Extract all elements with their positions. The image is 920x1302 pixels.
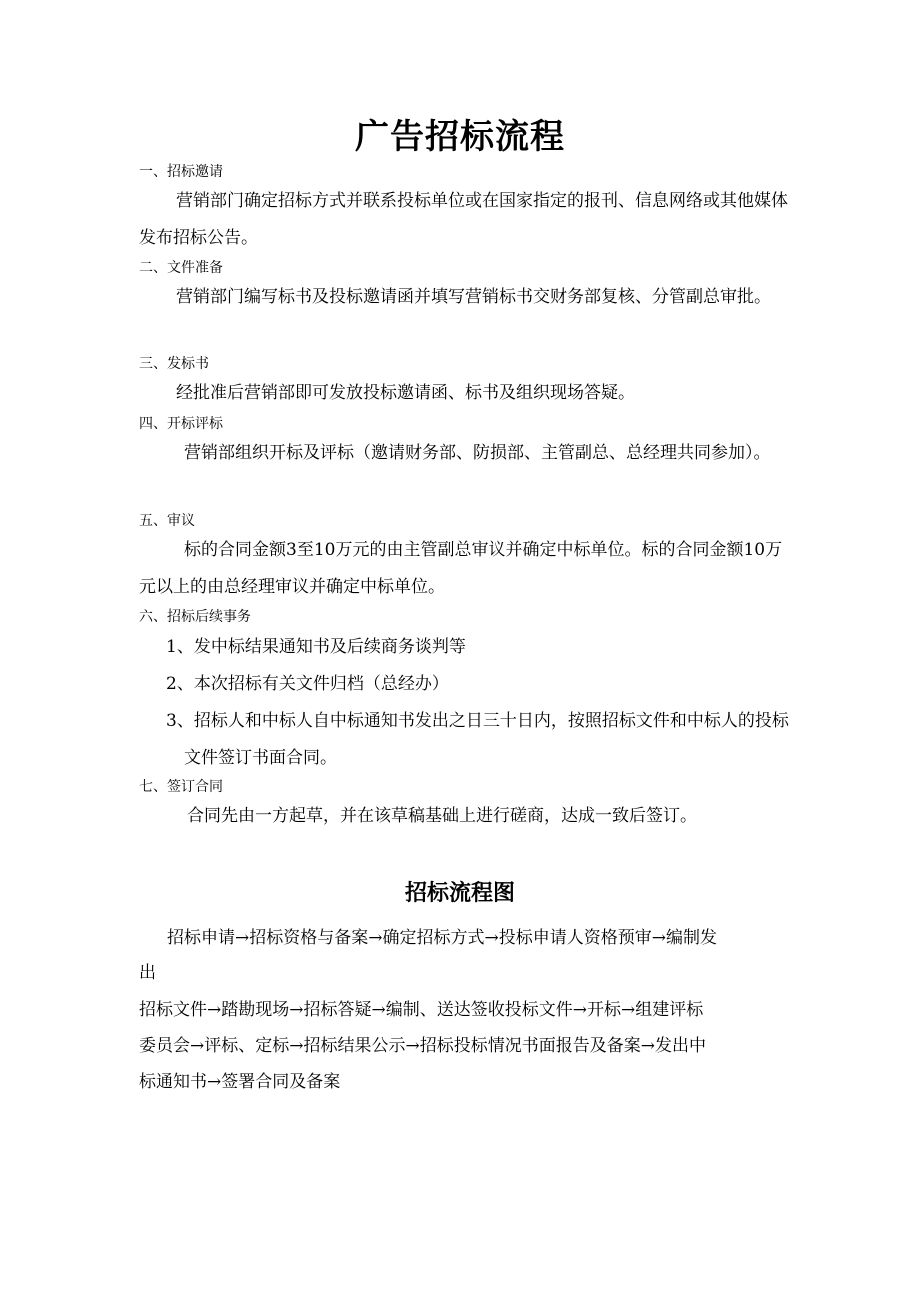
flow-title: 招标流程图	[404, 880, 515, 906]
section-body-4: 营销部组织开标及评标（邀请财务部、防损部、主管副总、总经理共同参加）。	[184, 443, 771, 463]
section-body-7: 合同先由一方起草，并在该草稿基础上进行磋商，达成一致后签订。	[187, 806, 697, 826]
document-title: 广告招标流程	[355, 117, 565, 157]
flow-line-3: 招标文件→踏勘现场→招标答疑→编制、送达签收投标文件→开标→组建评标	[139, 1000, 704, 1020]
section-heading-2: 二、文件准备	[139, 260, 223, 276]
section-heading-1: 一、招标邀请	[139, 164, 223, 180]
section-body-1: 营销部门确定招标方式并联系投标单位或在国家指定的报刊、信息网络或其他媒体发布招标公告。	[139, 191, 788, 248]
section-heading-5: 五、审议	[139, 513, 195, 529]
list-item-3: 3、招标人和中标人自中标通知书发出之日三十日内，按照招标文件和中标人的投标文件签订书面合同。	[166, 711, 789, 768]
section-heading-4: 四、开标评标	[139, 416, 223, 432]
list-item-1: 1、发中标结果通知书及后续商务谈判等	[166, 637, 466, 657]
section-body-2: 营销部门编写标书及投标邀请函并填写营销标书交财务部复核、分管副总审批。	[176, 287, 771, 307]
section-heading-3: 三、发标书	[139, 356, 209, 372]
flow-line-2: 出	[139, 963, 156, 983]
section-heading-6: 六、招标后续事务	[139, 609, 251, 625]
section-body-5: 标的合同金额3至10万元的由主管副总审议并确定中标单位。标的合同金额10万元以上的由总经理审议并确定中标单位。	[139, 540, 783, 597]
flow-line-5: 标通知书→签署合同及备案	[139, 1072, 341, 1092]
list-item-2: 2、本次招标有关文件归档（总经办）	[166, 674, 449, 694]
flow-line-4: 委员会→评标、定标→招标结果公示→招标投标情况书面报告及备案→发出中	[139, 1036, 706, 1056]
flow-line-1: 招标申请→招标资格与备案→确定招标方式→投标申请人资格预审→编制发	[167, 928, 717, 948]
section-body-3: 经批准后营销部即可发放投标邀请函、标书及组织现场答疑。	[176, 383, 635, 403]
section-heading-7: 七、签订合同	[139, 779, 223, 795]
